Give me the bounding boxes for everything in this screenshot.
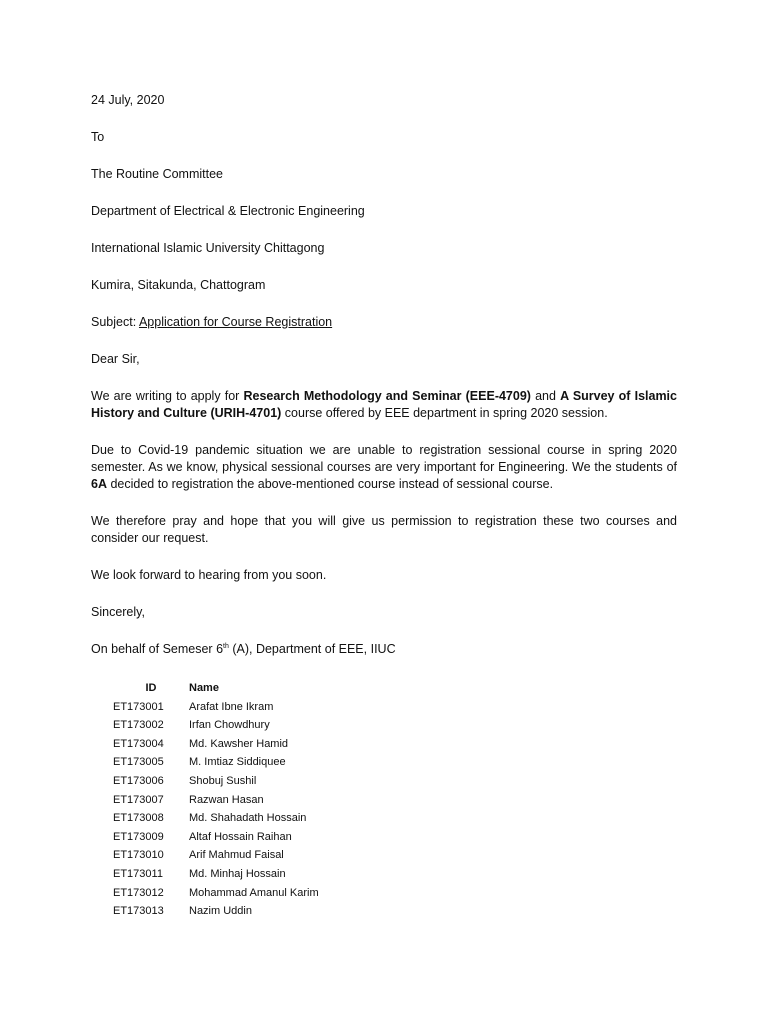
student-id: ET173001 [113, 700, 164, 713]
table-row [113, 809, 319, 828]
letter-to: To [91, 130, 105, 144]
student-id: ET173005 [113, 756, 164, 769]
table-row [113, 698, 319, 717]
behalf-sup: th [223, 642, 229, 650]
recipient-line: International Islamic University Chittagong [91, 241, 325, 255]
table-header-row [113, 679, 319, 698]
student-roster-table [113, 679, 319, 921]
recipient-line: Department of Electrical & Electronic Engineering [91, 204, 365, 218]
table-row [113, 791, 319, 810]
p1-course-2: A Survey of Islamic History and Culture (URIH-4701) [91, 389, 677, 420]
student-id: ET173012 [113, 886, 164, 899]
closing: Sincerely, [91, 605, 145, 619]
student-id: ET173010 [113, 849, 164, 862]
p1-course-1: Research Methodology and Seminar (EEE-4709) [243, 389, 531, 403]
table-row [113, 902, 319, 921]
subject-label: Subject: [91, 315, 137, 329]
student-id: ET173013 [113, 905, 164, 918]
table-row [113, 716, 319, 735]
student-id: ET173004 [113, 737, 164, 750]
student-name: Nazim Uddin [189, 905, 252, 918]
table-row [113, 846, 319, 865]
student-name: Md. Kawsher Hamid [189, 737, 289, 750]
table-row [113, 884, 319, 903]
student-name: Md. Shahadath Hossain [189, 812, 307, 825]
letter-body [91, 92, 677, 658]
student-name: Irfan Chowdhury [189, 719, 270, 732]
student-name: Shobuj Sushil [189, 774, 257, 787]
letter-date: 24 July, 2020 [91, 93, 165, 107]
table-row [113, 735, 319, 754]
table-row [113, 753, 319, 772]
p2-text: decided to registration the above-mentioned course instead of sessional course. [106, 477, 554, 491]
id-column-header: ID [145, 682, 157, 694]
p2-text: Due to Covid-19 pandemic situation we are unable to registration sessional course in spring 2020 semester. As we know, physical sessional courses are very important for Engineering. We the students of [91, 443, 677, 474]
salutation: Dear Sir, [91, 352, 140, 366]
p2-section: 6A [91, 477, 107, 491]
p1-text: We are writing to apply for [91, 389, 244, 403]
student-name: Altaf Hossain Raihan [189, 830, 292, 843]
paragraph-3: We therefore pray and hope that you will give us permission to registration these two courses and consider our request. [91, 514, 677, 545]
student-name: Md. Minhaj Hossain [189, 867, 286, 880]
paragraph-1 [91, 388, 677, 422]
student-id: ET173011 [113, 867, 163, 880]
student-id: ET173008 [113, 812, 164, 825]
student-name: Arif Mahmud Faisal [189, 849, 284, 862]
behalf-text: (A), Department of EEE, IIUC [228, 642, 396, 656]
table-row [113, 828, 319, 847]
paragraph-2 [91, 442, 677, 493]
student-name: M. Imtiaz Siddiquee [189, 756, 286, 769]
table-row [113, 772, 319, 791]
table-row [113, 865, 319, 884]
student-name: Mohammad Amanul Karim [189, 886, 319, 899]
behalf-line [91, 641, 677, 658]
behalf-text: On behalf of Semeser 6 [91, 642, 224, 656]
student-id: ET173002 [113, 719, 164, 732]
subject-text: Application for Course Registration [138, 315, 333, 329]
p1-text: course offered by EEE department in spring 2020 session. [281, 406, 608, 420]
recipient-line: The Routine Committee [91, 167, 224, 181]
recipient-line: Kumira, Sitakunda, Chattogram [91, 278, 266, 292]
subject-line [91, 314, 677, 331]
student-id: ET173007 [113, 793, 164, 806]
student-name: Razwan Hasan [189, 793, 264, 806]
name-column-header: Name [189, 682, 219, 694]
student-id: ET173006 [113, 774, 164, 787]
p1-text: and [530, 389, 561, 403]
student-id: ET173009 [113, 830, 164, 843]
paragraph-4: We look forward to hearing from you soon. [91, 568, 327, 582]
student-name: Arafat Ibne Ikram [189, 700, 274, 713]
